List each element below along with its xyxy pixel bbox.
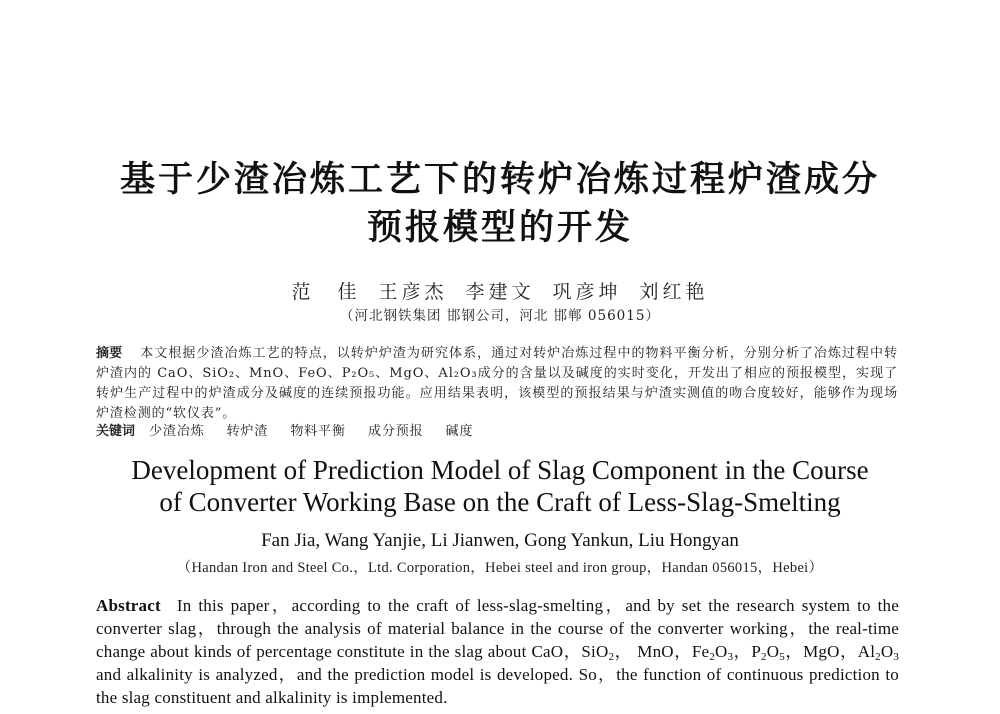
english-abstract-label: Abstract xyxy=(96,596,161,615)
english-title-line-2: of Converter Working Base on the Craft of Less-Slag-Smelting xyxy=(159,487,841,517)
subscript: 2 xyxy=(761,651,767,663)
chinese-author: 刘红艳 xyxy=(639,281,709,303)
chinese-author: 李建文 xyxy=(465,281,535,303)
chinese-abstract xyxy=(96,344,898,424)
english-title-line-1: Development of Prediction Model of Slag Component in the Course xyxy=(131,455,869,485)
chinese-author: 巩彦坤 xyxy=(552,281,622,303)
english-authors: Fan Jia, Wang Yanjie, Li Jianwen, Gong Yankun, Liu Hongyan xyxy=(261,530,739,551)
chinese-title-line-1: 基于少渣冶炼工艺下的转炉冶炼过程炉渣成分 xyxy=(119,160,880,200)
separator: ， xyxy=(733,642,752,661)
english-abstract-text: In this paper，according to the craft of less-slag-smelting，and by set the research system to the converter slag，through the analysis of material balance in the course of the converter working，the real-time change about kinds of percentage constitute in the slag about CaO，SiO xyxy=(96,596,899,661)
formula-text: O xyxy=(880,642,894,661)
chinese-abstract-text: 本文根据少渣冶炼工艺的特点，以转炉炉渣为研究体系，通过对转炉冶炼过程中的物料平衡分析，分别分析了冶炼过程中转炉渣内的 CaO、SiO₂、MnO、FeO、P₂O₅、MgO、Al₂O₃成分的含量以及碱度的实时变化，开发出了相应的预报模型，实现了转炉生产过程中的炉渣成分及碱度的连续预报功能。应用结果表明，该模型的预报结果与炉渣实测值的吻合度较好，能够作为现场炉渣检测的“软仪表”。 xyxy=(96,346,898,421)
separator: ， xyxy=(784,642,804,661)
subscript: 5 xyxy=(779,651,785,663)
subscript: 2 xyxy=(608,651,615,663)
keyword: 少渣冶炼 xyxy=(149,424,205,439)
chinese-keywords-label: 关键词 xyxy=(96,424,136,439)
chinese-affiliation: （河北钢铁集团 邯钢公司，河北 邯郸 056015） xyxy=(340,308,660,324)
keyword: 碱度 xyxy=(445,424,474,439)
chinese-authors xyxy=(0,277,1000,304)
english-abstract-text: MnO，Fe xyxy=(637,642,710,661)
keyword: 转炉渣 xyxy=(226,424,269,439)
chinese-keywords xyxy=(96,420,898,439)
subscript: 2 xyxy=(709,651,716,663)
formula-text: O xyxy=(715,642,728,661)
english-abstract-text: and alkalinity is analyzed，and the prediction model is developed. So，the function of continuous prediction to the slag constituent and alkalinity is implemented. xyxy=(96,665,899,707)
formula-text: P xyxy=(751,642,762,661)
subscript: 3 xyxy=(727,651,734,663)
keyword: 成分预报 xyxy=(367,424,424,439)
formula-text: O xyxy=(766,642,780,661)
comma: ， xyxy=(614,642,633,661)
subscript: 2 xyxy=(875,651,881,663)
english-affiliation: （Handan Iron and Steel Co.，Ltd. Corporation，Hebei steel and iron group，Handan 056015，Hebei） xyxy=(176,560,824,576)
subscript: 3 xyxy=(893,651,900,663)
chinese-author: 王彦杰 xyxy=(378,281,448,303)
chinese-author: 范 佳 xyxy=(291,281,361,303)
chinese-title-line-2: 预报模型的开发 xyxy=(366,208,633,248)
keyword: 物料平衡 xyxy=(290,424,346,439)
chinese-abstract-label: 摘要 xyxy=(96,346,123,361)
formula-text: MgO，Al xyxy=(803,642,876,661)
english-abstract xyxy=(96,594,899,709)
